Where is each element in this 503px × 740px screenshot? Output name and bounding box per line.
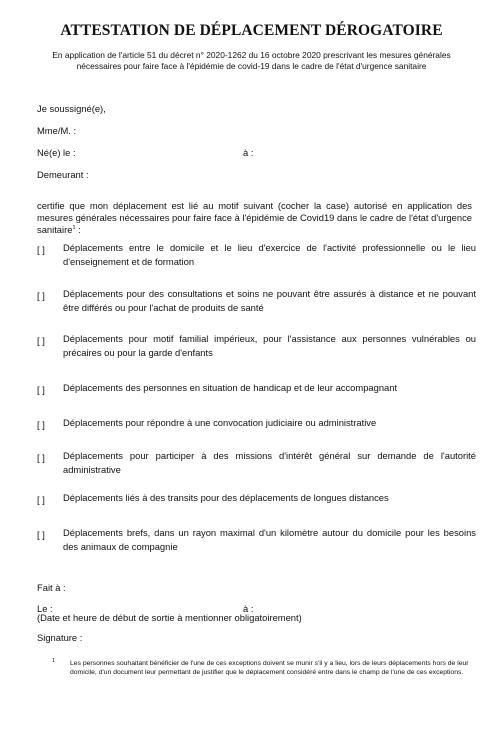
- option-1-label: Déplacements entre le domicile et le lieu d'exercice de l'activité professionnelle ou le lieu d'enseignement et de formation: [63, 242, 476, 267]
- option-6-label: Déplacements pour participer à des missions d'intérêt général sur demande de l'autorité administrative: [63, 450, 476, 475]
- time-field-label[interactable]: à :: [243, 603, 254, 614]
- option-4-label: Déplacements des personnes en situation de handicap et de leur accompagnant: [63, 382, 398, 393]
- address-field-label[interactable]: Demeurant :: [37, 169, 89, 180]
- date-note: (Date et heure de début de sortie à mentionner obligatoirement): [37, 612, 302, 623]
- checkbox-8[interactable]: [ ]: [37, 529, 45, 540]
- checkbox-4[interactable]: [ ]: [37, 384, 45, 395]
- option-7-label: Déplacements liés à des transits pour des déplacements de longues distances: [63, 492, 389, 503]
- checkbox-3[interactable]: [ ]: [37, 335, 45, 346]
- option-8-label: Déplacements brefs, dans un rayon maximal d'un kilomètre autour du domicile pour les besoins des animaux de compagnie: [63, 527, 476, 552]
- option-3-label: Déplacements pour motif familial impérieux, pour l'assistance aux personnes vulnérables ou précaires ou pour la garde d'enfants: [63, 333, 476, 358]
- option-5-label: Déplacements pour répondre à une convocation judiciaire ou administrative: [63, 417, 377, 428]
- subtitle-line-1: En application de l'article 51 du décret n° 2020-1262 du 16 octobre 2020 prescrivant les mesures générales: [52, 50, 451, 60]
- footnote-reference: 1: [72, 225, 76, 231]
- subtitle-line-2: nécessaires pour faire face à l'épidémie de covid-19 dans le cadre de l'état d'urgence sanitaire: [76, 61, 427, 71]
- intro-paragraph: [37, 200, 472, 236]
- intro-text: certifie que mon déplacement est lié au motif suivant (cocher la case) autorisé en application des mesures générales nécessaires pour faire face à l'épidémie de Covid19 dans le cadre de l'état d'urgence sanitaire: [37, 200, 472, 235]
- document-title: ATTESTATION DE DÉPLACEMENT DÉROGATOIRE: [60, 22, 443, 39]
- intro-end: :: [75, 224, 81, 235]
- footnote-number: 1: [52, 658, 56, 664]
- soussigne-label: Je soussigné(e),: [37, 103, 106, 114]
- date-field-label[interactable]: Le :: [37, 603, 53, 614]
- birth-place-field-label[interactable]: à :: [243, 147, 254, 158]
- checkbox-6[interactable]: [ ]: [37, 452, 45, 463]
- signature-field-label[interactable]: Signature :: [37, 632, 83, 643]
- option-2-label: Déplacements pour des consultations et soins ne pouvant être assurés à distance et ne pouvant être différés ou pour l'achat de produits de santé: [63, 288, 476, 313]
- fait-a-field-label[interactable]: Fait à :: [37, 582, 66, 593]
- footnote-text: Les personnes souhaitant bénéficier de l'une de ces exceptions doivent se munir s'il y a lieu, lors de leurs déplacements hors de leur domicile, d'un document leur permettant de justifier que le déplacement considéré entre dans le champ de l'une de ces exceptions.: [70, 660, 469, 676]
- checkbox-1[interactable]: [ ]: [37, 244, 45, 255]
- birth-date-field-label[interactable]: Né(e) le :: [37, 147, 76, 158]
- checkbox-5[interactable]: [ ]: [37, 419, 45, 430]
- name-field-label[interactable]: Mme/M. :: [37, 125, 77, 136]
- checkbox-7[interactable]: [ ]: [37, 494, 45, 505]
- checkbox-2[interactable]: [ ]: [37, 290, 45, 301]
